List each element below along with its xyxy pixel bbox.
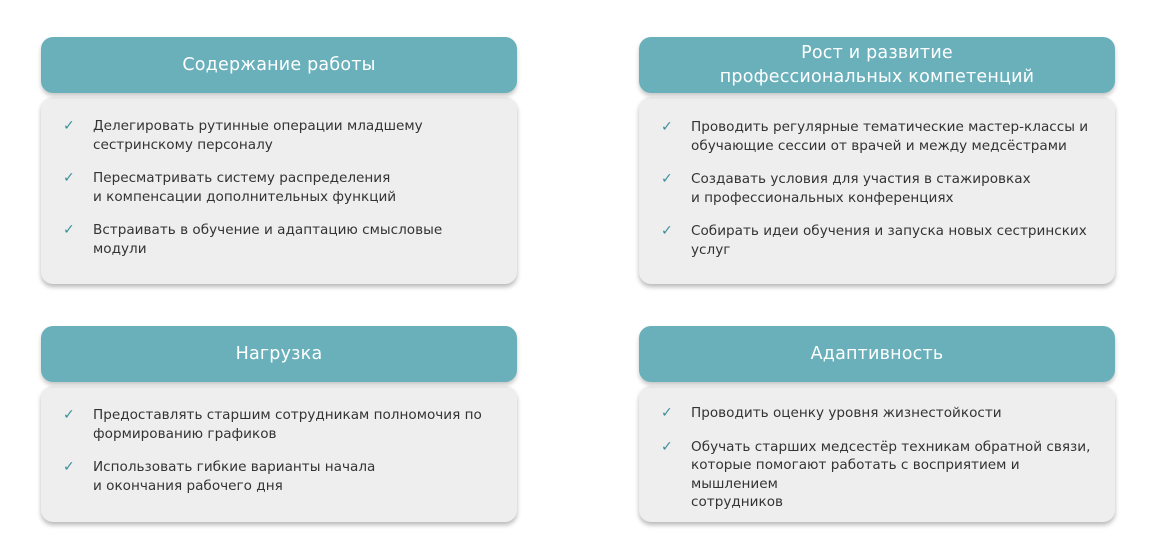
- item-text: Проводить регулярные тематические мастер-классы и обучающие сессии от врачей и между медсёстрами: [691, 119, 1089, 154]
- check-icon: ✓: [661, 438, 673, 455]
- item-text: Проводить оценку уровня жизнестойкости: [691, 405, 1002, 421]
- list-item: [661, 170, 1095, 207]
- list-item: [661, 404, 1095, 423]
- card-header: [41, 326, 517, 382]
- item-text: Делегировать рутинные операции младшему сестринскому персоналу: [93, 118, 423, 153]
- card-title: Нагрузка: [235, 344, 323, 364]
- check-icon: ✓: [63, 118, 75, 134]
- check-icon: ✓: [63, 407, 75, 423]
- list-item: [63, 169, 497, 206]
- item-text: Собирать идеи обучения и запуска новых сестринских услуг: [691, 223, 1087, 258]
- card-title: Адаптивность: [810, 344, 944, 364]
- card-title: Содержание работы: [182, 55, 376, 75]
- item-text: Предоставлять старшим сотрудникам полномочия по формированию графиков: [93, 407, 482, 442]
- item-text: Пересматривать систему распределения и компенсации дополнительных функций: [93, 170, 397, 205]
- list-item: [63, 221, 497, 258]
- card-workload: [41, 326, 517, 522]
- item-text: Использовать гибкие варианты начала и окончания рабочего дня: [93, 459, 376, 494]
- card-body: [41, 386, 517, 522]
- card-body: [41, 97, 517, 284]
- check-icon: ✓: [661, 223, 673, 239]
- list-item: [63, 458, 497, 495]
- item-text: Обучать старших медсестёр техникам обратной связи, которые помогают работать с восприятием и мышлением сотрудников: [691, 438, 1091, 510]
- card-header: [639, 326, 1115, 382]
- card-title: Рост и развитие профессиональных компетенций: [719, 43, 1035, 87]
- list-item: [661, 222, 1095, 259]
- check-icon: ✓: [63, 222, 75, 238]
- list-item: [661, 118, 1095, 155]
- item-text: Встраивать в обучение и адаптацию смысловые модули: [93, 222, 443, 257]
- card-body: [639, 386, 1115, 522]
- check-icon: ✓: [661, 171, 673, 187]
- list-item: [661, 438, 1095, 512]
- item-text: Создавать условия для участия в стажировках и профессиональных конференциях: [691, 171, 1031, 206]
- card-body: [639, 97, 1115, 284]
- card-header: [41, 37, 517, 93]
- check-icon: ✓: [63, 170, 75, 186]
- card-adaptivity: [639, 326, 1115, 522]
- list-item: [63, 406, 497, 443]
- card-work-content: [41, 37, 517, 284]
- card-header: [639, 37, 1115, 93]
- check-icon: ✓: [63, 459, 75, 475]
- check-icon: ✓: [661, 405, 673, 421]
- card-growth: [639, 37, 1115, 284]
- list-item: [63, 117, 497, 154]
- check-icon: ✓: [661, 119, 673, 135]
